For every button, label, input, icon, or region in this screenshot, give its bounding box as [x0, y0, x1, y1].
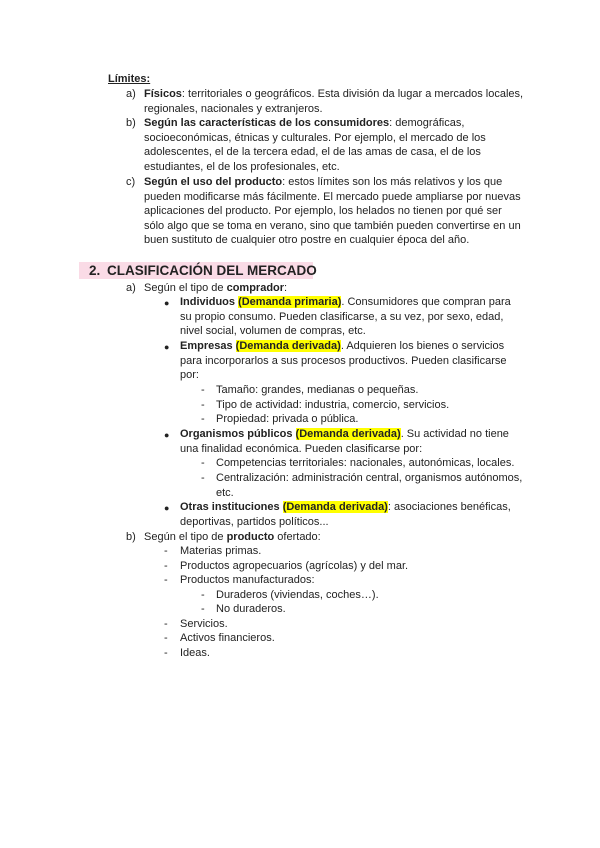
bullet-icon: ● — [164, 503, 170, 513]
individuos-line-1: . Consumidores que compran para — [341, 296, 511, 308]
dash-icon: - — [164, 647, 168, 659]
comprador-prefix: Según el tipo de — [144, 282, 227, 294]
section-2-number: 2. — [89, 263, 101, 278]
centralizacion-line-2: etc. — [216, 486, 234, 499]
section-2-heading — [79, 262, 317, 279]
empresas-term: Empresas — [180, 340, 236, 352]
limites-a-term: Físicos — [144, 88, 182, 100]
dash-icon: - — [201, 472, 205, 484]
limites-c-line-4: sólo algo que se toma en verano, sino que también pueden convertirse en un — [144, 219, 521, 232]
comprador-marker: a) — [126, 282, 136, 294]
limites-b-line-2: socioeconómicas, étnicas y culturales. Por ejemplo, el mercado de los — [144, 131, 486, 144]
producto-keyword: producto — [226, 531, 275, 543]
empresas-line-2: para incorporarlos a sus procesos productivos. Pueden clasificarse — [180, 354, 507, 367]
bullet-icon: ● — [164, 342, 170, 352]
organismos-line-2: una finalidad económica. Pueden clasificarse por: — [180, 442, 423, 455]
empresas-tag: (Demanda derivada) — [235, 340, 341, 352]
organismos-tag: (Demanda derivada) — [295, 428, 401, 440]
otras-tag: (Demanda derivada) — [282, 501, 388, 513]
producto-item-activos: Activos financieros. — [180, 632, 275, 644]
centralizacion-line-1: Centralización: administración central, organismos autónomos, — [216, 472, 523, 484]
otras-line-1: : asociaciones benéficas, — [387, 501, 511, 513]
dash-icon: - — [164, 545, 168, 557]
dash-icon: - — [164, 560, 168, 572]
bullet-individuos — [180, 295, 511, 339]
limites-c-marker: c) — [126, 176, 136, 188]
limites-item-fisicos — [144, 87, 523, 116]
limites-item-consumidores — [144, 116, 486, 174]
otras-line-2: deportivas, partidos políticos... — [180, 515, 329, 528]
limites-b-term: Según las características de los consumidores — [144, 117, 390, 129]
dash-icon: - — [201, 399, 205, 411]
dash-icon: - — [201, 413, 205, 425]
producto-marker: b) — [126, 531, 136, 543]
limites-c-line-3: aplicaciones del producto. Por ejemplo, los helados no tienen por qué ser — [144, 205, 502, 218]
limites-c-line-1: : estos límites son los más relativos y los que — [282, 176, 503, 188]
limites-a-marker: a) — [126, 88, 136, 100]
individuos-line-2: su propio consumo. Pueden clasificarse, a su vez, por sexo, edad, — [180, 310, 504, 323]
organismos-term: Organismos públicos — [180, 428, 296, 440]
organismos-sub-centralizacion — [216, 471, 522, 500]
dash-icon: - — [201, 384, 205, 396]
limites-a-line-1: : territoriales o geográficos. Esta división da lugar a mercados locales, — [181, 88, 524, 100]
comprador-keyword: comprador — [226, 282, 285, 294]
producto-heading — [144, 530, 321, 545]
bullet-organismos — [180, 427, 509, 456]
producto-item-ideas: Ideas. — [180, 647, 210, 659]
bullet-icon: ● — [164, 298, 170, 308]
dash-icon: - — [201, 589, 205, 601]
bullet-icon: ● — [164, 430, 170, 440]
section-2-title: CLASIFICACIÓN DEL MERCADO — [107, 263, 317, 278]
bullet-empresas — [180, 339, 507, 383]
empresas-line-1: . Adquieren los bienes o servicios — [340, 340, 505, 352]
empresas-sub-actividad: Tipo de actividad: industria, comercio, servicios. — [216, 399, 450, 411]
limites-b-line-3: adolescentes, el de la tercera edad, el de las amas de casa, el de los — [144, 146, 481, 159]
limites-b-line-1: : demográficas, — [389, 117, 465, 129]
dash-icon: - — [164, 574, 168, 586]
manufacturados-sub-no-duraderos: No duraderos. — [216, 603, 286, 615]
dash-icon: - — [164, 632, 168, 644]
bullet-otras — [180, 500, 511, 529]
comprador-heading — [144, 281, 287, 296]
limites-c-line-2: pueden modificarse más fácilmente. El mercado puede ampliarse por nuevas — [144, 190, 521, 203]
limites-b-marker: b) — [126, 117, 136, 129]
producto-item-materias: Materias primas. — [180, 545, 262, 557]
limites-item-uso — [144, 175, 521, 248]
producto-item-agropecuarios: Productos agropecuarios (agrícolas) y del mar. — [180, 560, 409, 572]
producto-item-manufacturados: Productos manufacturados: — [180, 574, 315, 586]
limites-c-term: Según el uso del producto — [144, 176, 283, 188]
individuos-tag: (Demanda primaria) — [238, 296, 342, 308]
dash-icon: - — [201, 457, 205, 469]
empresas-sub-propiedad: Propiedad: privada o pública. — [216, 413, 359, 425]
producto-item-servicios: Servicios. — [180, 618, 228, 630]
limites-c-line-5: buen sustituto de cualquier otro postre en cualquier época del año. — [144, 234, 470, 247]
producto-suffix: ofertado: — [274, 531, 321, 543]
otras-term: Otras instituciones — [180, 501, 283, 513]
dash-icon: - — [201, 603, 205, 615]
limites-heading: Límites: — [108, 73, 151, 85]
empresas-sub-tamano: Tamaño: grandes, medianas o pequeñas. — [216, 384, 419, 396]
organismos-sub-competencias: Competencias territoriales: nacionales, autonómicas, locales. — [216, 457, 515, 469]
dash-icon: - — [164, 618, 168, 630]
individuos-term: Individuos — [180, 296, 239, 308]
comprador-suffix: : — [284, 282, 288, 294]
producto-prefix: Según el tipo de — [144, 531, 227, 543]
limites-b-line-4: estudiantes, el de los profesionales, etc. — [144, 160, 340, 173]
manufacturados-sub-duraderos: Duraderos (viviendas, coches…). — [216, 589, 379, 601]
limites-a-line-2: regionales, nacionales y extranjeros. — [144, 102, 323, 115]
empresas-line-3: por: — [180, 369, 199, 382]
individuos-line-3: nivel social, volumen de compras, etc. — [180, 325, 366, 338]
organismos-line-1: . Su actividad no tiene — [400, 428, 509, 440]
